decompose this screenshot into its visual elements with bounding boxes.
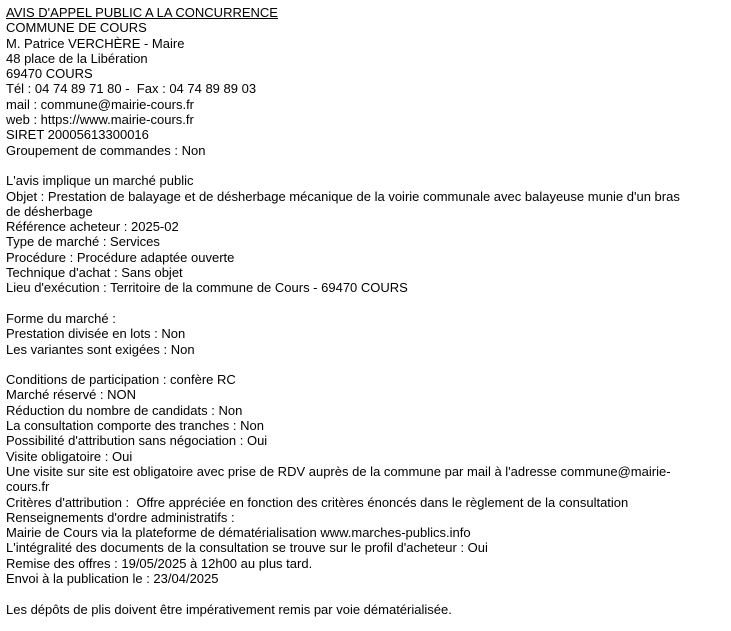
attribution-sans-negociation: Possibilité d'attribution sans négociation : Oui [6, 433, 268, 449]
visite-detail: Une visite sur site est obligatoire avec prise de RDV auprès de la commune par mail à l'adresse commune@mairie-cours.fr [6, 463, 671, 495]
spacer [6, 586, 696, 601]
groupement-commandes: Groupement de commandes : Non [6, 142, 206, 158]
web-contact: web : https://www.mairie-cours.fr [6, 112, 194, 128]
siret: SIRET 20005613300016 [6, 127, 149, 143]
marche-reserve: Marché réservé : NON [6, 387, 137, 403]
spacer [6, 158, 696, 173]
reference-acheteur: Référence acheteur : 2025-02 [6, 219, 179, 235]
representative: M. Patrice VERCHÈRE - Maire [6, 35, 185, 51]
spacer [6, 296, 696, 311]
integralite-documents: L'intégralité des documents de la consultation se trouve sur le profil d'acheteur : Oui [6, 540, 488, 556]
mail-contact: mail : commune@mairie-cours.fr [6, 96, 195, 112]
variantes: Les variantes sont exigées : Non [6, 341, 195, 357]
criteres-attribution: Critères d'attribution : Offre appréciée en fonction des critères énoncés dans le règlement de la consultation [6, 494, 629, 510]
depots-plis: Les dépôts de plis doivent être impérativement remis par voie dématérialisée. [6, 601, 452, 617]
phone-fax: Tél : 04 74 89 71 80 - Fax : 04 74 89 89 03 [6, 81, 257, 97]
renseignements-administratifs: Renseignements d'ordre administratifs : [6, 509, 235, 525]
address-street: 48 place de la Libération [6, 50, 148, 66]
reduction-candidats: Réduction du nombre de candidats : Non [6, 402, 243, 418]
marche-intro: L'avis implique un marché public [6, 173, 194, 189]
lots: Prestation divisée en lots : Non [6, 326, 186, 342]
remise-offres: Remise des offres : 19/05/2025 à 12h00 au plus tard. [6, 555, 313, 571]
visite-obligatoire: Visite obligatoire : Oui [6, 448, 133, 464]
spacer [6, 357, 696, 372]
technique-achat: Technique d'achat : Sans objet [6, 265, 183, 281]
conditions-participation: Conditions de participation : confère RC [6, 372, 236, 388]
lieu-execution: Lieu d'exécution : Territoire de la commune de Cours - 69470 COURS [6, 280, 408, 296]
marche-objet: Objet : Prestation de balayage et de désherbage mécanique de la voirie communale avec balayeuse munie d'un bras de désherbage [6, 188, 684, 219]
organization-name: COMMUNE DE COURS [6, 20, 147, 36]
envoi-publication: Envoi à la publication le : 23/04/2025 [6, 570, 219, 586]
tranches: La consultation comporte des tranches : Non [6, 418, 264, 434]
plateforme-dematerialisation: Mairie de Cours via la plateforme de dématérialisation www.marches-publics.info [6, 525, 471, 541]
forme-heading: Forme du marché : [6, 310, 116, 326]
procedure: Procédure : Procédure adaptée ouverte [6, 249, 235, 265]
notice-title: AVIS D'APPEL PUBLIC A LA CONCURRENCE [6, 5, 278, 20]
type-marche: Type de marché : Services [6, 234, 160, 250]
address-city: 69470 COURS [6, 66, 93, 82]
notice-document [6, 5, 696, 617]
